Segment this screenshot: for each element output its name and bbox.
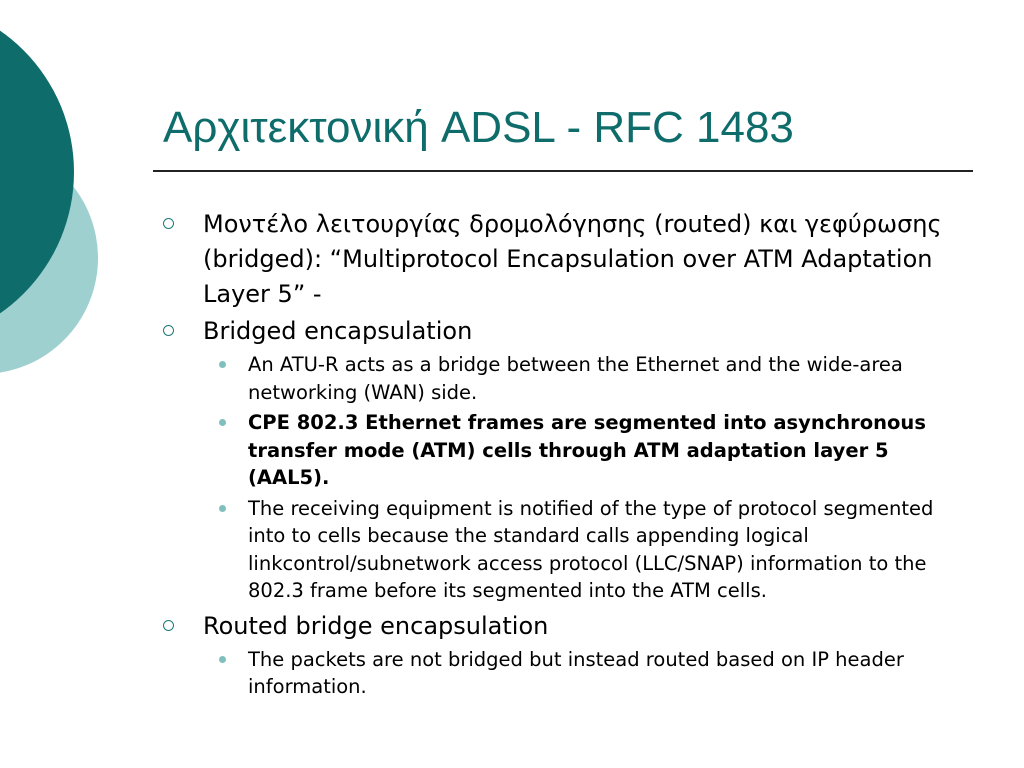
sub-bullet-cpe-frames xyxy=(163,409,963,492)
hollow-circle-bullet-icon xyxy=(163,325,174,336)
filled-dot-bullet-icon xyxy=(219,505,226,512)
sub-bullet-text: The receiving equipment is notified of the type of protocol segmented into to cells because the standard calls appending logical linkcontrol/subnetwork access protocol (LLC/SNAP) information to the 802.3 frame before its segmented into the ATM cells. xyxy=(248,496,934,602)
hollow-circle-bullet-icon xyxy=(163,620,174,631)
slide-title: Αρχιτεκτονική ADSL - RFC 1483 xyxy=(163,103,794,152)
filled-dot-bullet-icon xyxy=(219,419,226,426)
sub-bullet-text: An ATU-R acts as a bridge between the Ethernet and the wide-area networking (WAN) side. xyxy=(248,353,903,404)
bullet-routed-bridge-encapsulation xyxy=(163,609,963,644)
bullet-routing-model xyxy=(163,207,963,312)
title-divider xyxy=(153,170,973,172)
sub-bullet-text: CPE 802.3 Ethernet frames are segmented into asynchronous transfer mode (ATM) cells through ATM adaptation layer 5 (AAL5). xyxy=(248,411,926,489)
routed-subbullets xyxy=(163,646,963,701)
sub-bullet-text: The packets are not bridged but instead routed based on IP header information. xyxy=(248,647,904,698)
filled-dot-bullet-icon xyxy=(219,361,226,368)
bridged-subbullets xyxy=(163,351,963,605)
sub-bullet-packets-routed xyxy=(163,646,963,701)
bullet-text: Routed bridge encapsulation xyxy=(203,611,549,640)
decorative-circles xyxy=(0,0,110,420)
bullet-text: Bridged encapsulation xyxy=(203,317,473,345)
sub-bullet-receiving-equipment xyxy=(163,495,963,605)
bullet-bridged-encapsulation xyxy=(163,314,963,349)
slide-content xyxy=(163,207,963,705)
sub-bullet-atu-r xyxy=(163,351,963,406)
bullet-text: Μοντέλο λειτουργίας δρομολόγησης (routed) και γεφύρωσης (bridged): “Multiprotocol Encapsulation over ATM Adaptation Layer 5” - xyxy=(203,210,942,308)
hollow-circle-bullet-icon xyxy=(163,218,174,229)
filled-dot-bullet-icon xyxy=(219,656,226,663)
